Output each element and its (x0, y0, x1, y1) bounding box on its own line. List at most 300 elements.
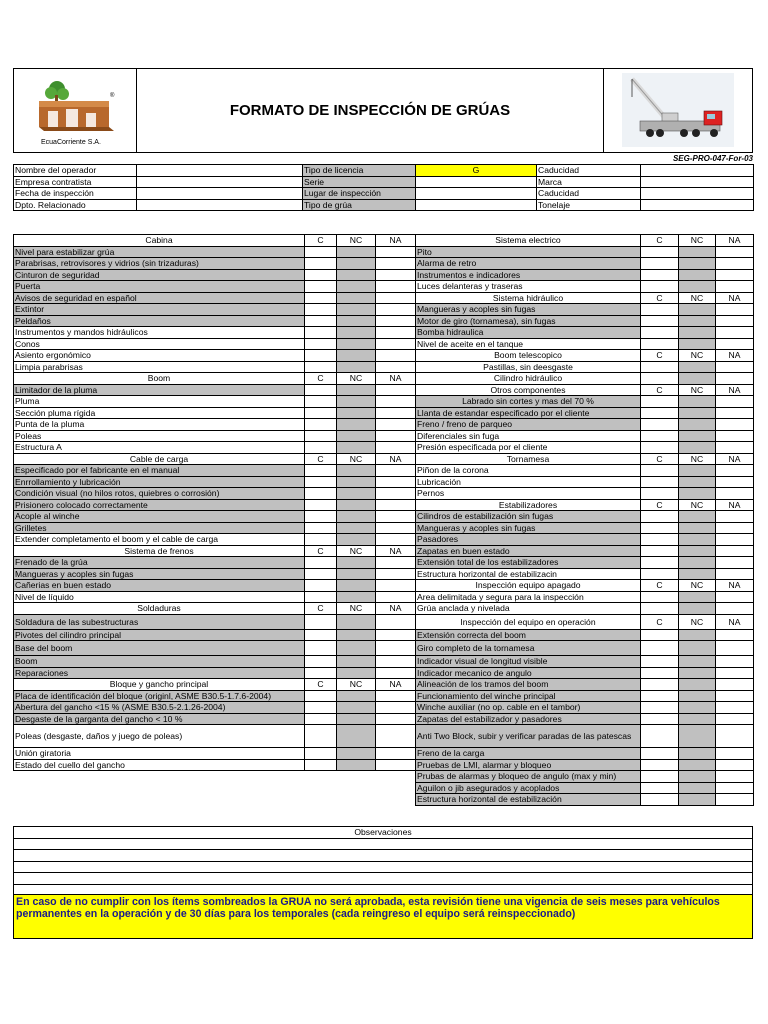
check-c-cell[interactable] (305, 759, 337, 771)
check-c-cell[interactable] (305, 614, 337, 629)
check-c-cell[interactable] (641, 759, 679, 771)
check-na-cell[interactable] (716, 327, 754, 339)
check-c-cell[interactable] (641, 557, 679, 569)
check-c-cell[interactable] (305, 713, 337, 725)
section-header: Boom telescopico (416, 350, 641, 362)
check-c-cell[interactable] (305, 748, 337, 760)
check-nc-cell[interactable] (679, 725, 716, 748)
check-na-cell[interactable] (716, 794, 754, 806)
check-na-cell[interactable] (376, 258, 416, 270)
form-header (13, 68, 753, 153)
check-c-cell[interactable] (641, 315, 679, 327)
check-c-cell[interactable] (641, 373, 679, 385)
check-c-cell[interactable] (305, 315, 337, 327)
check-na-cell[interactable] (716, 591, 754, 603)
check-nc-cell[interactable] (337, 667, 376, 679)
check-na-cell[interactable] (716, 522, 754, 534)
check-nc-cell[interactable] (679, 419, 716, 431)
check-na-cell[interactable] (716, 511, 754, 523)
check-na-cell[interactable] (376, 690, 416, 702)
check-nc-cell[interactable] (337, 269, 376, 281)
check-nc-cell[interactable] (679, 690, 716, 702)
check-nc-cell[interactable] (337, 476, 376, 488)
checklist-row (14, 511, 754, 523)
check-nc-cell[interactable] (337, 292, 376, 304)
check-c-cell[interactable] (641, 281, 679, 293)
check-c-cell[interactable] (305, 396, 337, 408)
item-label: Prubas de alarmas y bloqueo de angulo (max y min) (416, 771, 641, 783)
check-na-cell[interactable] (716, 315, 754, 327)
check-c-cell[interactable] (305, 702, 337, 714)
check-na-cell[interactable] (376, 591, 416, 603)
check-c-cell[interactable] (641, 794, 679, 806)
empty-cell (305, 771, 337, 783)
info-value[interactable] (137, 176, 303, 188)
check-c-cell[interactable] (305, 580, 337, 592)
check-na-cell[interactable] (376, 614, 416, 629)
check-nc-cell[interactable] (679, 702, 716, 714)
check-na-cell[interactable] (716, 258, 754, 270)
check-nc-cell[interactable] (337, 759, 376, 771)
col-na-header: NA (716, 384, 754, 396)
check-na-cell[interactable] (376, 568, 416, 580)
check-na-cell[interactable] (716, 396, 754, 408)
info-row (14, 199, 754, 211)
check-c-cell[interactable] (305, 656, 337, 668)
check-nc-cell[interactable] (679, 476, 716, 488)
check-c-cell[interactable] (641, 258, 679, 270)
check-c-cell[interactable] (305, 534, 337, 546)
check-nc-cell[interactable] (337, 580, 376, 592)
check-c-cell[interactable] (305, 499, 337, 511)
check-na-cell[interactable] (376, 511, 416, 523)
check-na-cell[interactable] (716, 534, 754, 546)
check-c-cell[interactable] (641, 430, 679, 442)
check-c-cell[interactable] (641, 511, 679, 523)
check-na-cell[interactable] (716, 407, 754, 419)
check-c-cell[interactable] (641, 534, 679, 546)
check-na-cell[interactable] (376, 442, 416, 454)
check-c-cell[interactable] (305, 292, 337, 304)
check-c-cell[interactable] (305, 725, 337, 748)
check-c-cell[interactable] (641, 465, 679, 477)
check-c-cell[interactable] (641, 338, 679, 350)
check-na-cell[interactable] (376, 702, 416, 714)
check-nc-cell[interactable] (337, 629, 376, 641)
check-na-cell[interactable] (376, 748, 416, 760)
check-c-cell[interactable] (641, 656, 679, 668)
check-nc-cell[interactable] (679, 522, 716, 534)
col-c-header: C (641, 614, 679, 629)
check-c-cell[interactable] (641, 361, 679, 373)
check-nc-cell[interactable] (337, 488, 376, 500)
check-nc-cell[interactable] (337, 246, 376, 258)
check-na-cell[interactable] (716, 641, 754, 656)
check-na-cell[interactable] (376, 246, 416, 258)
check-c-cell[interactable] (305, 629, 337, 641)
check-c-cell[interactable] (641, 488, 679, 500)
checklist-row (14, 442, 754, 454)
check-na-cell[interactable] (716, 545, 754, 557)
check-c-cell[interactable] (305, 350, 337, 362)
check-nc-cell[interactable] (679, 373, 716, 385)
check-na-cell[interactable] (376, 557, 416, 569)
check-nc-cell[interactable] (337, 568, 376, 580)
info-value[interactable] (416, 188, 537, 200)
info-label: Fecha de inspección (14, 188, 137, 200)
item-label: Cañerias en buen estado (14, 580, 305, 592)
section-header: Sistema de frenos (14, 545, 305, 557)
check-nc-cell[interactable] (337, 522, 376, 534)
empty-cell (305, 782, 337, 794)
col-na-header: NA (376, 679, 416, 691)
check-nc-cell[interactable] (337, 690, 376, 702)
check-c-cell[interactable] (641, 442, 679, 454)
check-c-cell[interactable] (641, 568, 679, 580)
col-na-header: NA (716, 453, 754, 465)
item-label: Especificado por el fabricante en el manual (14, 465, 305, 477)
info-value[interactable] (641, 176, 754, 188)
check-na-cell[interactable] (716, 702, 754, 714)
check-na-cell[interactable] (716, 338, 754, 350)
check-na-cell[interactable] (376, 725, 416, 748)
check-nc-cell[interactable] (337, 419, 376, 431)
item-label: Indicador visual de longitud visible (416, 656, 641, 668)
check-na-cell[interactable] (376, 315, 416, 327)
check-nc-cell[interactable] (679, 794, 716, 806)
check-nc-cell[interactable] (679, 603, 716, 615)
check-nc-cell[interactable] (337, 713, 376, 725)
check-c-cell[interactable] (641, 667, 679, 679)
check-c-cell[interactable] (641, 419, 679, 431)
item-label: Acople al winche (14, 511, 305, 523)
checklist-row (14, 557, 754, 569)
check-c-cell[interactable] (641, 396, 679, 408)
check-c-cell[interactable] (305, 384, 337, 396)
col-na-header: NA (716, 580, 754, 592)
check-nc-cell[interactable] (679, 442, 716, 454)
check-nc-cell[interactable] (337, 748, 376, 760)
checklist-row (14, 338, 754, 350)
check-na-cell[interactable] (716, 603, 754, 615)
check-nc-cell[interactable] (679, 545, 716, 557)
check-na-cell[interactable] (716, 713, 754, 725)
check-nc-cell[interactable] (679, 782, 716, 794)
check-c-cell[interactable] (305, 361, 337, 373)
check-c-cell[interactable] (305, 327, 337, 339)
check-nc-cell[interactable] (337, 534, 376, 546)
check-na-cell[interactable] (716, 690, 754, 702)
check-c-cell[interactable] (641, 591, 679, 603)
observation-line[interactable] (14, 838, 753, 850)
check-nc-cell[interactable] (337, 281, 376, 293)
check-c-cell[interactable] (305, 641, 337, 656)
check-nc-cell[interactable] (679, 281, 716, 293)
check-na-cell[interactable] (716, 748, 754, 760)
item-label: Pito (416, 246, 641, 258)
check-c-cell[interactable] (641, 641, 679, 656)
check-na-cell[interactable] (716, 759, 754, 771)
check-c-cell[interactable] (641, 269, 679, 281)
check-c-cell[interactable] (641, 748, 679, 760)
item-label: Funcionamiento del winche principal (416, 690, 641, 702)
check-nc-cell[interactable] (337, 614, 376, 629)
item-label: Nivel para estabilizar grúa (14, 246, 305, 258)
check-na-cell[interactable] (716, 488, 754, 500)
check-nc-cell[interactable] (679, 430, 716, 442)
check-c-cell[interactable] (305, 568, 337, 580)
check-c-cell[interactable] (305, 522, 337, 534)
item-label: Extensión correcta del boom (416, 629, 641, 641)
item-label: Piñon de la corona (416, 465, 641, 477)
observation-line[interactable] (14, 861, 753, 873)
check-na-cell[interactable] (376, 419, 416, 431)
check-c-cell[interactable] (305, 465, 337, 477)
check-na-cell[interactable] (376, 292, 416, 304)
check-nc-cell[interactable] (679, 713, 716, 725)
check-na-cell[interactable] (376, 580, 416, 592)
check-na-cell[interactable] (716, 679, 754, 691)
check-c-cell[interactable] (305, 258, 337, 270)
check-na-cell[interactable] (376, 759, 416, 771)
check-nc-cell[interactable] (337, 591, 376, 603)
check-nc-cell[interactable] (679, 327, 716, 339)
check-c-cell[interactable] (641, 327, 679, 339)
check-na-cell[interactable] (716, 667, 754, 679)
check-c-cell[interactable] (641, 771, 679, 783)
check-na-cell[interactable] (376, 465, 416, 477)
check-na-cell[interactable] (376, 430, 416, 442)
check-na-cell[interactable] (376, 407, 416, 419)
check-nc-cell[interactable] (337, 327, 376, 339)
check-nc-cell[interactable] (337, 465, 376, 477)
check-c-cell[interactable] (641, 522, 679, 534)
col-na-header: NA (716, 614, 754, 629)
info-value[interactable] (137, 199, 303, 211)
check-nc-cell[interactable] (679, 629, 716, 641)
check-na-cell[interactable] (716, 419, 754, 431)
check-na-cell[interactable] (376, 656, 416, 668)
check-nc-cell[interactable] (337, 511, 376, 523)
check-c-cell[interactable] (641, 603, 679, 615)
check-c-cell[interactable] (641, 713, 679, 725)
check-na-cell[interactable] (716, 269, 754, 281)
check-na-cell[interactable] (376, 269, 416, 281)
check-nc-cell[interactable] (679, 656, 716, 668)
check-nc-cell[interactable] (679, 258, 716, 270)
checklist-row (14, 679, 754, 691)
check-nc-cell[interactable] (337, 430, 376, 442)
item-label: Limitador de la pluma (14, 384, 305, 396)
check-na-cell[interactable] (376, 667, 416, 679)
check-nc-cell[interactable] (337, 361, 376, 373)
section-header: Inspección equipo apagado (416, 580, 641, 592)
check-c-cell[interactable] (305, 591, 337, 603)
check-na-cell[interactable] (716, 465, 754, 477)
check-nc-cell[interactable] (679, 315, 716, 327)
check-nc-cell[interactable] (337, 725, 376, 748)
empty-cell (14, 771, 305, 783)
check-nc-cell[interactable] (679, 771, 716, 783)
check-c-cell[interactable] (641, 702, 679, 714)
check-na-cell[interactable] (376, 641, 416, 656)
check-nc-cell[interactable] (337, 315, 376, 327)
check-na-cell[interactable] (716, 281, 754, 293)
col-c-header: C (305, 603, 337, 615)
check-c-cell[interactable] (305, 690, 337, 702)
check-na-cell[interactable] (376, 361, 416, 373)
check-na-cell[interactable] (716, 771, 754, 783)
check-na-cell[interactable] (376, 629, 416, 641)
check-na-cell[interactable] (716, 725, 754, 748)
check-nc-cell[interactable] (679, 488, 716, 500)
check-na-cell[interactable] (376, 304, 416, 316)
check-na-cell[interactable] (376, 327, 416, 339)
item-label: Area delimitada y segura para la inspección (416, 591, 641, 603)
col-c-header: C (641, 499, 679, 511)
check-na-cell[interactable] (716, 568, 754, 580)
check-na-cell[interactable] (376, 488, 416, 500)
check-nc-cell[interactable] (679, 748, 716, 760)
check-na-cell[interactable] (376, 713, 416, 725)
check-c-cell[interactable] (305, 488, 337, 500)
check-nc-cell[interactable] (337, 304, 376, 316)
check-na-cell[interactable] (376, 476, 416, 488)
item-label: Placa de identificación del bloque (originl, ASME B30.5-1.7.6-2004) (14, 690, 305, 702)
observation-line[interactable] (14, 873, 753, 885)
check-nc-cell[interactable] (679, 511, 716, 523)
check-nc-cell[interactable] (679, 641, 716, 656)
check-c-cell[interactable] (305, 511, 337, 523)
check-c-cell[interactable] (305, 338, 337, 350)
check-nc-cell[interactable] (337, 407, 376, 419)
check-nc-cell[interactable] (337, 258, 376, 270)
check-nc-cell[interactable] (679, 679, 716, 691)
check-na-cell[interactable] (716, 430, 754, 442)
check-na-cell[interactable] (716, 361, 754, 373)
info-label: Nombre del operador (14, 165, 137, 177)
check-nc-cell[interactable] (679, 759, 716, 771)
check-c-cell[interactable] (641, 679, 679, 691)
check-na-cell[interactable] (376, 499, 416, 511)
check-c-cell[interactable] (305, 246, 337, 258)
check-c-cell[interactable] (305, 430, 337, 442)
check-nc-cell[interactable] (337, 557, 376, 569)
check-c-cell[interactable] (641, 304, 679, 316)
check-nc-cell[interactable] (679, 667, 716, 679)
check-na-cell[interactable] (376, 384, 416, 396)
section-header: Inspección del equipo en operación (416, 614, 641, 629)
info-value[interactable] (416, 176, 537, 188)
check-c-cell[interactable] (641, 690, 679, 702)
check-nc-cell[interactable] (337, 656, 376, 668)
info-value[interactable] (137, 188, 303, 200)
check-nc-cell[interactable] (679, 591, 716, 603)
check-nc-cell[interactable] (679, 338, 716, 350)
check-nc-cell[interactable] (679, 361, 716, 373)
info-label: Caducidad (537, 188, 641, 200)
check-c-cell[interactable] (305, 407, 337, 419)
check-na-cell[interactable] (716, 246, 754, 258)
check-c-cell[interactable] (305, 442, 337, 454)
check-na-cell[interactable] (376, 534, 416, 546)
check-nc-cell[interactable] (679, 396, 716, 408)
check-nc-cell[interactable] (679, 304, 716, 316)
check-nc-cell[interactable] (337, 350, 376, 362)
check-na-cell[interactable] (716, 557, 754, 569)
col-na-header: NA (716, 292, 754, 304)
observations-title: Observaciones (14, 827, 753, 839)
info-value[interactable] (641, 188, 754, 200)
checklist-row (14, 545, 754, 557)
check-c-cell[interactable] (305, 419, 337, 431)
check-c-cell[interactable] (305, 557, 337, 569)
check-c-cell[interactable] (305, 281, 337, 293)
info-value[interactable] (641, 199, 754, 211)
check-na-cell[interactable] (376, 396, 416, 408)
item-label: Grilletes (14, 522, 305, 534)
check-na-cell[interactable] (376, 338, 416, 350)
check-na-cell[interactable] (376, 281, 416, 293)
empty-cell (376, 782, 416, 794)
check-c-cell[interactable] (641, 407, 679, 419)
check-nc-cell[interactable] (679, 269, 716, 281)
check-nc-cell[interactable] (337, 338, 376, 350)
check-nc-cell[interactable] (679, 557, 716, 569)
check-c-cell[interactable] (305, 667, 337, 679)
check-nc-cell[interactable] (679, 246, 716, 258)
check-c-cell[interactable] (641, 246, 679, 258)
info-value[interactable] (416, 199, 537, 211)
info-value[interactable]: G (416, 165, 537, 177)
check-c-cell[interactable] (305, 476, 337, 488)
check-na-cell[interactable] (716, 782, 754, 794)
check-nc-cell[interactable] (337, 641, 376, 656)
checklist-row (14, 702, 754, 714)
item-label: Motor de giro (tornamesa), sin fugas (416, 315, 641, 327)
check-c-cell[interactable] (641, 476, 679, 488)
check-c-cell[interactable] (641, 629, 679, 641)
check-nc-cell[interactable] (679, 465, 716, 477)
check-nc-cell[interactable] (337, 702, 376, 714)
check-na-cell[interactable] (376, 350, 416, 362)
check-nc-cell[interactable] (337, 384, 376, 396)
col-na-header: NA (376, 235, 416, 247)
check-nc-cell[interactable] (337, 499, 376, 511)
observation-line[interactable] (14, 850, 753, 862)
check-nc-cell[interactable] (679, 534, 716, 546)
check-c-cell[interactable] (641, 782, 679, 794)
check-c-cell[interactable] (305, 304, 337, 316)
check-na-cell[interactable] (716, 656, 754, 668)
check-na-cell[interactable] (716, 476, 754, 488)
check-nc-cell[interactable] (679, 407, 716, 419)
info-value[interactable] (137, 165, 303, 177)
check-nc-cell[interactable] (337, 442, 376, 454)
check-na-cell[interactable] (716, 373, 754, 385)
check-c-cell[interactable] (305, 269, 337, 281)
check-nc-cell[interactable] (679, 568, 716, 580)
checklist-row (14, 522, 754, 534)
check-na-cell[interactable] (376, 522, 416, 534)
check-c-cell[interactable] (641, 545, 679, 557)
check-na-cell[interactable] (716, 629, 754, 641)
check-c-cell[interactable] (641, 725, 679, 748)
check-na-cell[interactable] (716, 304, 754, 316)
check-na-cell[interactable] (716, 442, 754, 454)
check-nc-cell[interactable] (337, 396, 376, 408)
info-value[interactable] (641, 165, 754, 177)
